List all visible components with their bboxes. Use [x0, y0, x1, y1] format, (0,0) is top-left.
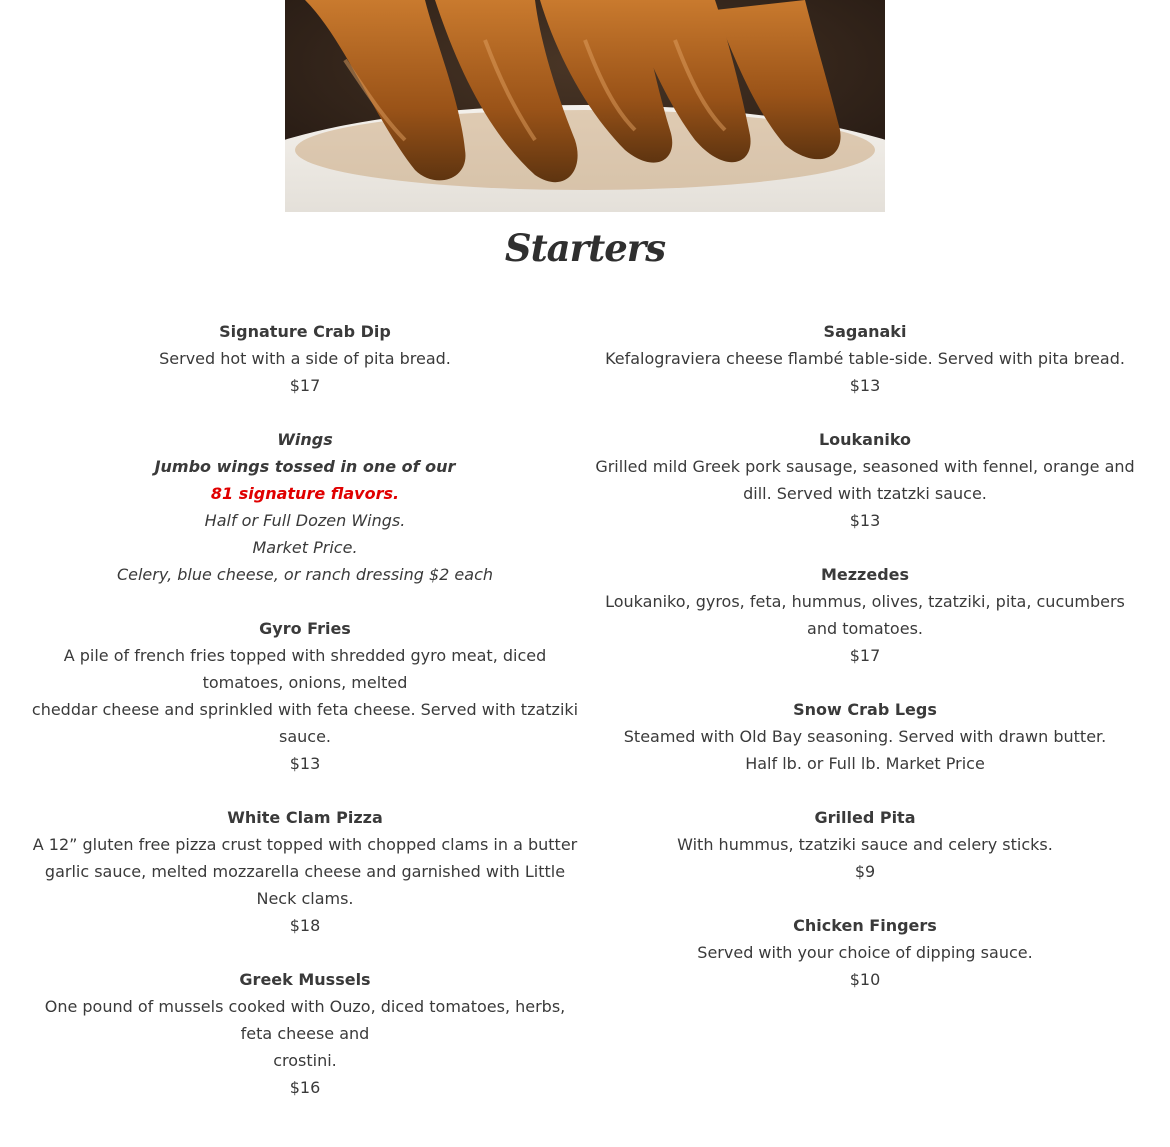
item-name: Loukaniko: [818, 430, 912, 449]
signature-flavors-link[interactable]: 81 signature flavors.: [210, 484, 400, 503]
item-description: crostini.: [273, 1051, 337, 1070]
menu-item-crab-dip: [30, 318, 580, 399]
item-description: Steamed with Old Bay seasoning. Served with drawn butter.: [623, 727, 1107, 746]
item-description: Loukaniko, gyros, feta, hummus, olives, tzatziki, pita, cucumbers and tomatoes.: [605, 592, 1125, 638]
item-description: Grilled mild Greek pork sausage, seasoned with fennel, orange and dill. Served with tzatzki sauce.: [595, 457, 1135, 503]
item-price: Market Price.: [252, 538, 358, 557]
item-name: Gyro Fries: [259, 619, 351, 638]
item-description: One pound of mussels cooked with Ouzo, diced tomatoes, herbs, feta cheese and: [44, 997, 566, 1043]
menu-item-greek-mussels: [30, 966, 580, 1101]
item-name: Greek Mussels: [239, 970, 371, 989]
menu-item-snow-crab-legs: [590, 696, 1140, 777]
section-title: Starters: [504, 226, 666, 270]
menu-item-mezzedes: [590, 561, 1140, 669]
item-description: Served hot with a side of pita bread.: [159, 349, 451, 368]
item-name: Wings: [277, 430, 333, 449]
item-description: Served with your choice of dipping sauce.: [697, 943, 1033, 962]
item-price: $17: [849, 646, 881, 665]
item-price: $13: [849, 511, 881, 530]
item-name: Mezzedes: [820, 565, 910, 584]
starters-left-column: [30, 318, 580, 1128]
starters-right-column: [590, 318, 1140, 1020]
item-price: $13: [849, 376, 881, 395]
item-description: Kefalograviera cheese flambé table-side. Served with pita bread.: [605, 349, 1125, 368]
item-price: $18: [289, 916, 321, 935]
item-price: $9: [854, 862, 876, 881]
item-name: Snow Crab Legs: [793, 700, 937, 719]
item-name: Saganaki: [823, 322, 907, 341]
menu-item-loukaniko: [590, 426, 1140, 534]
item-price: Half lb. or Full lb. Market Price: [745, 754, 985, 773]
item-price: $16: [289, 1078, 321, 1097]
wings-photo: [285, 0, 885, 212]
menu-item-white-clam-pizza: [30, 804, 580, 939]
item-extras: Celery, blue cheese, or ranch dressing $2 each: [116, 565, 494, 584]
item-name: Grilled Pita: [814, 808, 916, 827]
item-price: $13: [289, 754, 321, 773]
item-price: $10: [849, 970, 881, 989]
item-name: White Clam Pizza: [227, 808, 383, 827]
menu-item-wings: [30, 426, 580, 588]
item-description: Half or Full Dozen Wings.: [204, 511, 406, 530]
item-price: $17: [289, 376, 321, 395]
menu-item-gyro-fries: [30, 615, 580, 777]
menu-item-chicken-fingers: [590, 912, 1140, 993]
item-name: Signature Crab Dip: [219, 322, 391, 341]
item-name: Chicken Fingers: [793, 916, 937, 935]
item-description: Jumbo wings tossed in one of our: [154, 457, 456, 476]
item-description: cheddar cheese and sprinkled with feta cheese. Served with tzatziki sauce.: [31, 700, 579, 746]
menu-item-grilled-pita: [590, 804, 1140, 885]
item-description: A pile of french fries topped with shredded gyro meat, diced tomatoes, onions, melted: [63, 646, 547, 692]
item-description: A 12” gluten free pizza crust topped with chopped clams in a butter garlic sauce, melted mozzarella cheese and garnished with Little Neck clams.: [32, 835, 578, 908]
menu-item-saganaki: [590, 318, 1140, 399]
item-description: With hummus, tzatziki sauce and celery sticks.: [677, 835, 1053, 854]
